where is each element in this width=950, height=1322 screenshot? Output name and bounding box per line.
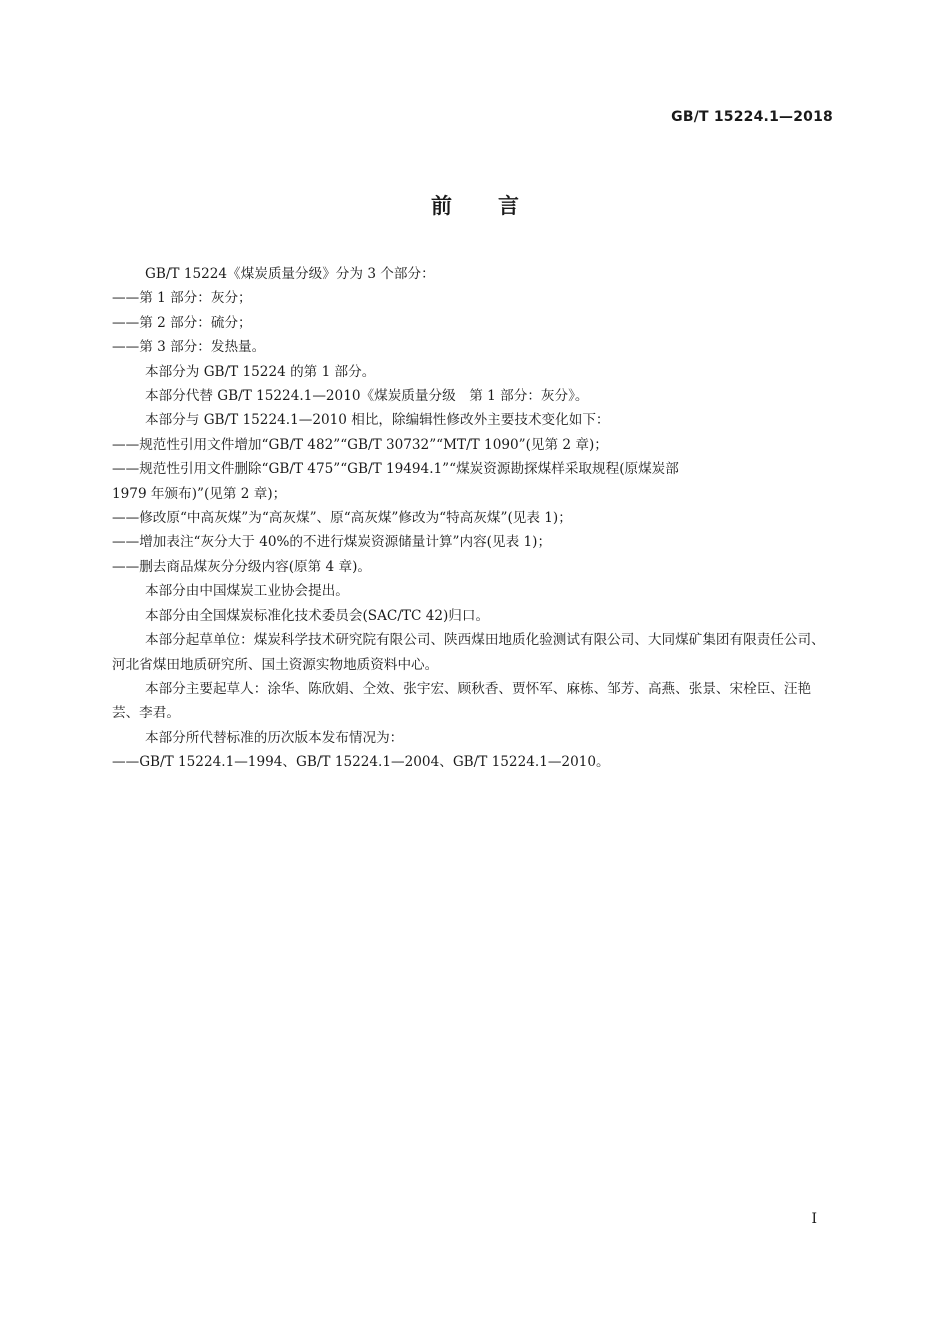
- list-item-history: ——GB/T 15224.1—1994、GB/T 15224.1—2004、GB/T 15224.1—2010。: [112, 754, 610, 771]
- paragraph-replaces: 本部分代替 GB/T 15224.1—2010《煤炭质量分级 第 1 部分：灰分》。: [145, 388, 589, 405]
- list-item-change-delete-content: ——删去商品煤灰分分级内容(原第 4 章)。: [112, 558, 371, 575]
- paragraph-series-intro: GB/T 15224《煤炭质量分级》分为 3 个部分：: [145, 266, 435, 282]
- page-number: I: [811, 1211, 817, 1227]
- paragraph-drafters: 本部分主要起草人：涂华、陈欣娟、仝效、张宇宏、顾秋香、贾怀军、麻栋、邹芳、高燕、张景、宋栓臣、汪艳芸、李君。: [112, 680, 812, 722]
- list-item-part3: ——第 3 部分：发热量。: [112, 339, 266, 356]
- page-title: 前言: [431, 194, 565, 218]
- paragraph-changes-intro: 本部分与 GB/T 15224.1—2010 相比，除编辑性修改外主要技术变化如下：: [145, 412, 610, 429]
- list-item-change-add-refs: ——规范性引用文件增加“GB/T 482”“GB/T 30732”“MT/T 1090”(见第 2 章)；: [112, 436, 608, 453]
- standard-number: GB/T 15224.1—2018: [671, 109, 833, 125]
- list-item-change-table-note: ——增加表注“灰分大于 40%的不进行煤炭资源储量计算”内容(见表 1)；: [112, 534, 552, 551]
- paragraph-history-intro: 本部分所代替标准的历次版本发布情况为：: [145, 729, 404, 746]
- paragraph-this-part: 本部分为 GB/T 15224 的第 1 部分。: [145, 363, 376, 380]
- list-item-part1: ——第 1 部分：灰分；: [112, 290, 252, 307]
- list-item-change-delete-refs: ——规范性引用文件删除“GB/T 475”“GB/T 19494.1”“煤炭资源勘探煤样采取规程(原煤炭部: [112, 461, 679, 478]
- list-item-change-rename: ——修改原“中高灰煤”为“高灰煤”、原“高灰煤”修改为“特高灰煤”(见表 1)；: [112, 510, 572, 527]
- paragraph-drafting-units: 本部分起草单位：煤炭科学技术研究院有限公司、陕西煤田地质化验测试有限公司、大同煤矿集团有限责任公司、河北省煤田地质研究所、国土资源实物地质资料中心。: [112, 632, 825, 673]
- paragraph-proposer: 本部分由中国煤炭工业协会提出。: [145, 583, 349, 600]
- foreword-body: [112, 262, 837, 775]
- list-item-change-delete-refs-cont: 1979 年颁布)”(见第 2 章)；: [112, 485, 287, 502]
- paragraph-committee: 本部分由全国煤炭标准化技术委员会(SAC/TC 42)归口。: [145, 607, 490, 624]
- list-item-part2: ——第 2 部分：硫分；: [112, 314, 252, 331]
